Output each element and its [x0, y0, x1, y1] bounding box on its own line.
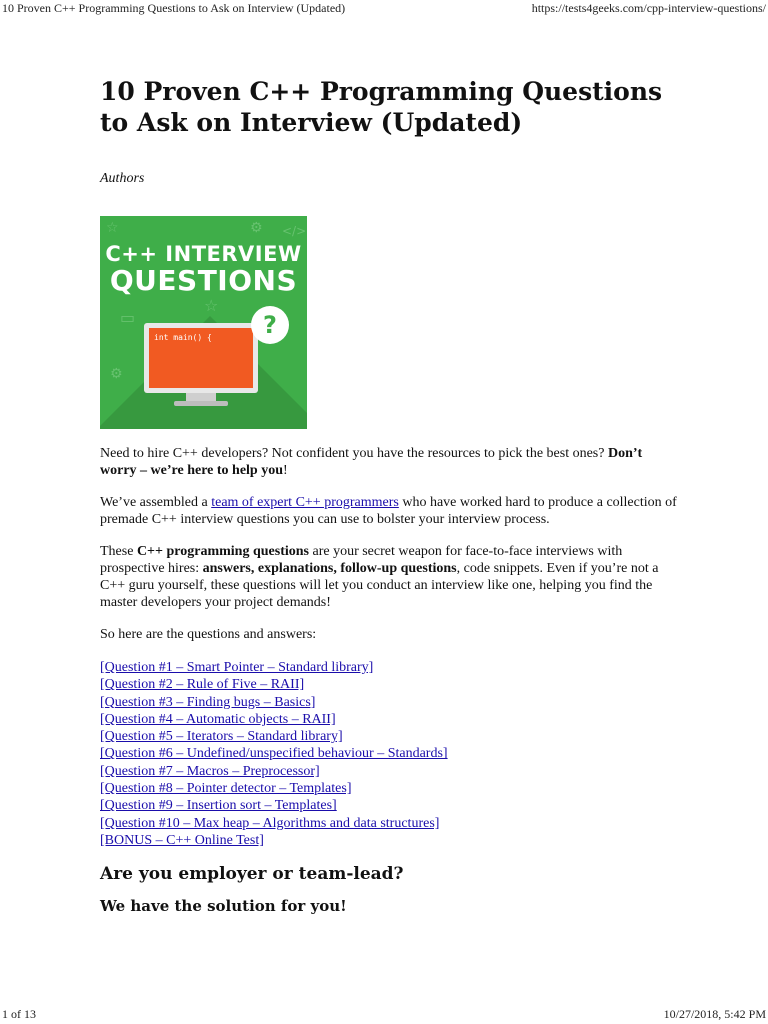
- hero-heading-line1: C++ INTERVIEW: [105, 242, 302, 266]
- question-link-10[interactable]: [Question #10 – Max heap – Algorithms and data structures]: [100, 815, 440, 831]
- assembled-paragraph: [100, 494, 680, 528]
- solution-heading: We have the solution for you!: [100, 897, 347, 916]
- intro-end: !: [283, 463, 288, 478]
- article: [100, 76, 680, 916]
- these-t1: These: [100, 544, 137, 559]
- bonus-test-link[interactable]: [BONUS – C++ Online Test]: [100, 832, 264, 848]
- question-link-7[interactable]: [Question #7 – Macros – Preprocessor]: [100, 763, 320, 779]
- gear-icon: ⚙: [250, 220, 263, 236]
- print-header-url: https://tests4geeks.com/cpp-interview-questions/: [531, 1, 766, 15]
- question-link-9[interactable]: [Question #9 – Insertion sort – Templates]: [100, 798, 337, 814]
- so-here-paragraph: So here are the questions and answers:: [100, 627, 317, 642]
- monitor-screen: [149, 328, 253, 388]
- gear-icon: ⚙: [110, 366, 123, 382]
- authors-label: Authors: [100, 171, 145, 186]
- intro-bold: Don’t worry – we’re here to help you: [100, 446, 643, 478]
- print-header: [0, 0, 768, 18]
- print-footer: [0, 1006, 768, 1024]
- question-link-8[interactable]: [Question #8 – Pointer detector – Templates]: [100, 781, 352, 797]
- terminal-icon: ▭: [120, 308, 136, 327]
- question-link-4[interactable]: [Question #4 – Automatic objects – RAII]: [100, 711, 336, 727]
- hero-image: [100, 216, 307, 429]
- these-b1: C++ programming questions: [136, 544, 309, 559]
- article-title: 10 Proven C++ Programming Questions to Ask on Interview (Updated): [100, 77, 663, 137]
- question-link-2[interactable]: [Question #2 – Rule of Five – RAII]: [100, 677, 305, 693]
- page-number: 1 of 13: [2, 1007, 36, 1021]
- hero-heading-line2: QUESTIONS: [109, 264, 298, 297]
- question-link-6[interactable]: [Question #6 – Undefined/unspecified behaviour – Standards]: [100, 746, 448, 762]
- intro-paragraph: [100, 445, 680, 479]
- these-b2: answers, explanations, follow-up questions: [202, 561, 457, 576]
- employer-heading: Are you employer or team-lead?: [100, 864, 404, 885]
- these-paragraph: [100, 543, 680, 611]
- intro-text: Need to hire C++ developers? Not confident you have the resources to pick the best ones?: [100, 446, 608, 461]
- expert-team-link[interactable]: team of expert C++ programmers: [211, 495, 399, 510]
- question-bubble-icon: ?: [251, 306, 289, 344]
- question-list: [100, 659, 680, 849]
- print-datetime: 10/27/2018, 5:42 PM: [663, 1007, 766, 1021]
- monitor-stand: [186, 393, 216, 401]
- these-t3: , code snippets. Even if you’re not a C++ guru yourself, these questions will let you conduct an interview like one, helping you find the master developers your project demands!: [100, 561, 659, 610]
- question-link-5[interactable]: [Question #5 – Iterators – Standard library]: [100, 729, 343, 745]
- star-icon: ☆: [106, 220, 119, 236]
- code-icon: </>: [282, 224, 307, 238]
- assembled-before: We’ve assembled a: [100, 495, 212, 510]
- screen-code: int main() {: [154, 333, 212, 342]
- star-icon: ☆: [204, 296, 219, 315]
- monitor-icon: [144, 323, 258, 393]
- question-link-3[interactable]: [Question #3 – Finding bugs – Basics]: [100, 694, 316, 710]
- print-header-title: 10 Proven C++ Programming Questions to Ask on Interview (Updated): [2, 1, 346, 15]
- monitor-base: [174, 401, 228, 406]
- assembled-after: who have worked hard to produce a collection of premade C++ interview questions you can use to bolster your interview process.: [100, 495, 677, 527]
- these-t2: are your secret weapon for face-to-face interviews with prospective hires:: [100, 544, 623, 576]
- question-link-1[interactable]: [Question #1 – Smart Pointer – Standard library]: [100, 660, 374, 675]
